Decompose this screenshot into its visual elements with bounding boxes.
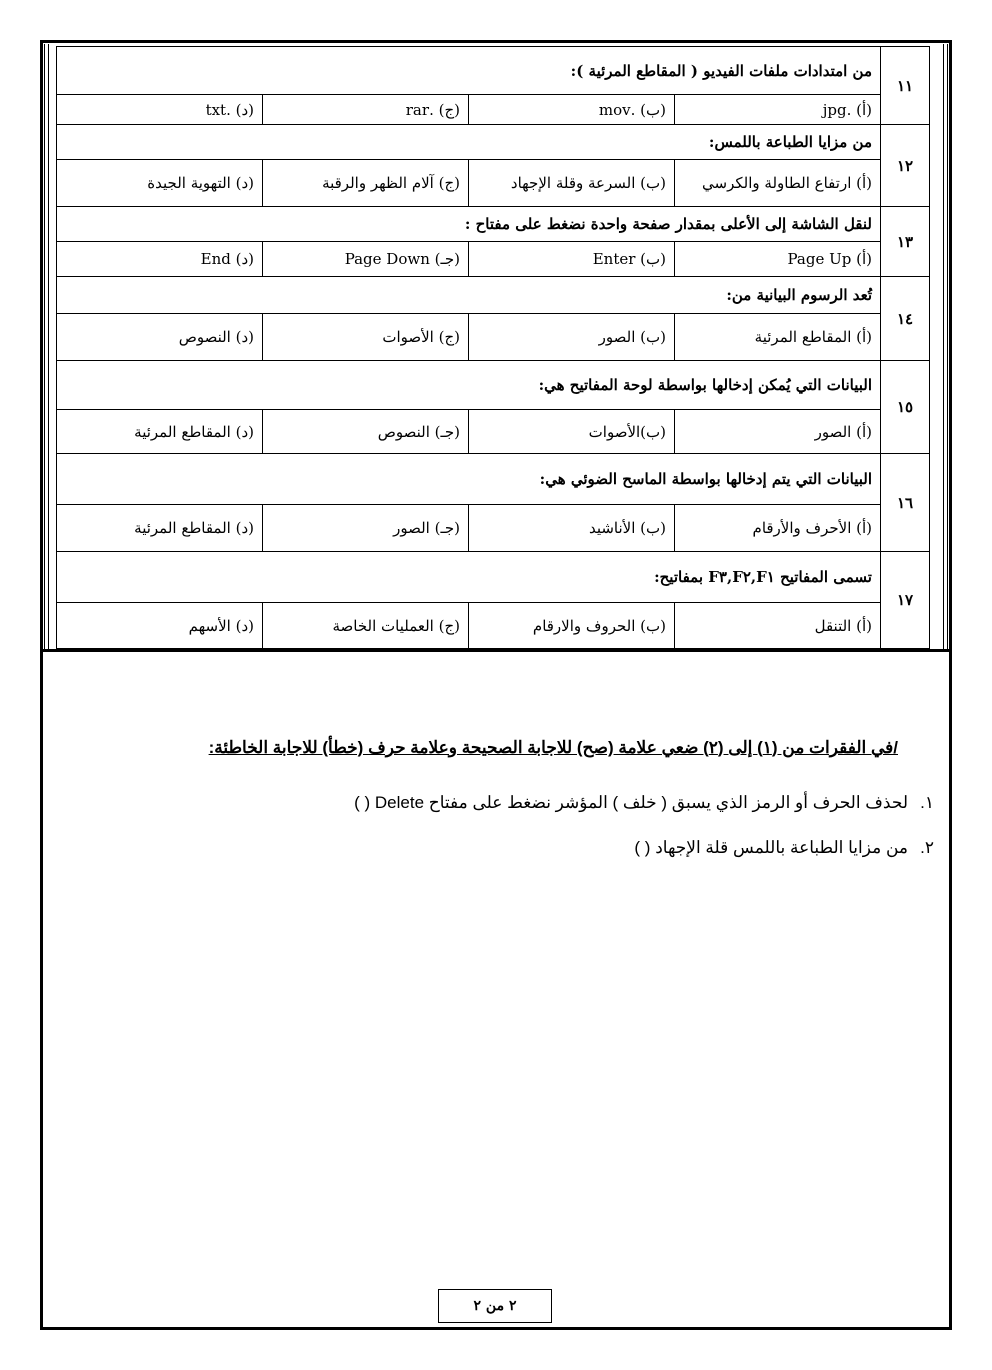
options-row xyxy=(57,95,930,125)
answer-option[interactable]: (ب) الحروف والارقام xyxy=(469,603,675,649)
answer-option[interactable]: (أ) .jpg xyxy=(675,95,881,125)
answer-option[interactable]: (ب) Enter xyxy=(469,242,675,277)
answer-option[interactable]: (أ) التنقل xyxy=(675,603,881,649)
question-number: ١١ xyxy=(881,47,930,125)
options-row xyxy=(57,242,930,277)
answer-option[interactable]: (د) الأسهم xyxy=(57,603,263,649)
question-number: ١٤ xyxy=(881,277,930,361)
item-text: لحذف الحرف أو الرمز الذي يسبق ( خلف ) المؤشر نضغط على مفتاح Delete ( ) xyxy=(354,793,908,812)
options-row xyxy=(57,505,930,552)
answer-option[interactable]: (د) النصوص xyxy=(57,314,263,361)
answer-option[interactable]: (ب) .mov xyxy=(469,95,675,125)
item-text: من مزايا الطباعة باللمس قلة الإجهاد ( ) xyxy=(634,838,908,857)
question-row xyxy=(57,454,930,505)
question-stem: تسمى المفاتيح F١,F٢,F٣ بمفاتيح: xyxy=(57,552,881,603)
answer-option[interactable]: (ب)الأصوات xyxy=(469,410,675,454)
answer-option[interactable]: (د) التهوية الجيدة xyxy=(57,160,263,207)
options-row xyxy=(57,410,930,454)
answer-option[interactable]: (أ) المقاطع المرئية xyxy=(675,314,881,361)
question-row xyxy=(57,552,930,603)
options-row xyxy=(57,314,930,361)
question-number: ١٥ xyxy=(881,361,930,454)
question-row xyxy=(57,277,930,314)
question-row xyxy=(57,125,930,160)
section-instruction: /في الفقرات من (١) إلى (٢) ضعي علامة (صح) للاجابة الصحيحة وعلامة حرف (خطأ) للاجابة الخاطئة: xyxy=(208,738,898,757)
answer-option[interactable]: (جـ) الصور xyxy=(263,505,469,552)
question-number: ١٦ xyxy=(881,454,930,552)
question-stem: البيانات التي يُمكن إدخالها بواسطة لوحة المفاتيح هي: xyxy=(57,361,881,410)
question-row xyxy=(57,207,930,242)
answer-option[interactable]: (ج) .rar xyxy=(263,95,469,125)
answer-option[interactable]: (أ) ارتفاع الطاولة والكرسي xyxy=(675,160,881,207)
options-row xyxy=(57,603,930,649)
answer-option[interactable]: (أ) Page Up xyxy=(675,242,881,277)
answer-option[interactable]: (جـ) Page Down xyxy=(263,242,469,277)
answer-option[interactable]: (ج) الأصوات xyxy=(263,314,469,361)
answer-option[interactable]: (ج) آلام الظهر والرقبة xyxy=(263,160,469,207)
question-row xyxy=(57,361,930,410)
answer-option[interactable]: (أ) الأحرف والأرقام xyxy=(675,505,881,552)
answer-option[interactable]: (د) .txt xyxy=(57,95,263,125)
question-stem: من امتدادات ملفات الفيديو ( المقاطع المرئية ): xyxy=(57,47,881,95)
answer-option[interactable]: (جـ) النصوص xyxy=(263,410,469,454)
questions-table xyxy=(56,46,930,649)
question-stem: البيانات التي يتم إدخالها بواسطة الماسح الضوئي هي: xyxy=(57,454,881,505)
item-number: ٢. xyxy=(920,838,934,857)
answer-option[interactable]: (أ) الصور xyxy=(675,410,881,454)
answer-option[interactable]: (ب) الصور xyxy=(469,314,675,361)
question-number: ١٢ xyxy=(881,125,930,207)
true-false-item-1 xyxy=(354,793,934,813)
answer-option[interactable]: (ب) السرعة وقلة الإجهاد xyxy=(469,160,675,207)
question-stem: لنقل الشاشة إلى الأعلى بمقدار صفحة واحدة نضغط على مفتاح : xyxy=(57,207,881,242)
answer-option[interactable]: (د) End xyxy=(57,242,263,277)
question-stem: تُعد الرسوم البيانية من: xyxy=(57,277,881,314)
answer-option[interactable]: (د) المقاطع المرئية xyxy=(57,505,263,552)
answer-option[interactable]: (ب) الأناشيد xyxy=(469,505,675,552)
question-row xyxy=(57,47,930,95)
page-number: ٢ من ٢ xyxy=(438,1289,552,1323)
question-number: ١٣ xyxy=(881,207,930,277)
item-number: ١. xyxy=(920,793,934,812)
section-divider xyxy=(43,649,949,652)
question-stem: من مزايا الطباعة باللمس: xyxy=(57,125,881,160)
true-false-item-2 xyxy=(634,838,934,858)
options-row xyxy=(57,160,930,207)
question-number: ١٧ xyxy=(881,552,930,649)
answer-option[interactable]: (د) المقاطع المرئية xyxy=(57,410,263,454)
answer-option[interactable]: (ج) العمليات الخاصة xyxy=(263,603,469,649)
